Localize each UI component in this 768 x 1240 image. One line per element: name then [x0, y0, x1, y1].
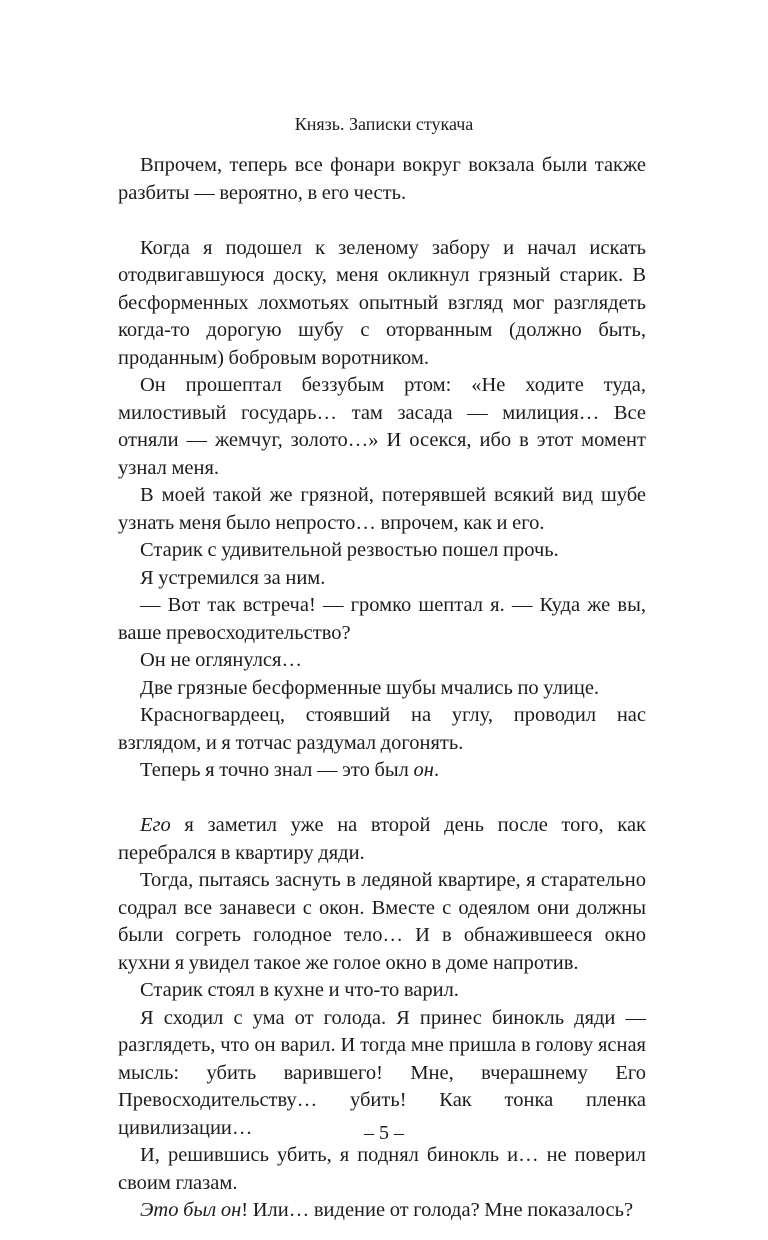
paragraph-text: Впрочем, теперь все фонари вокруг вокзала были также разбиты — вероятно, в его честь.: [118, 154, 646, 204]
paragraph: [118, 812, 646, 867]
paragraph-text: Старик стоял в кухне и что-то варил.: [140, 979, 459, 1001]
page-number: – 5 –: [364, 1122, 404, 1144]
paragraph-text: Старик с удивительной резвостью пошел прочь.: [140, 539, 559, 561]
paragraph-text: Красногвардеец, стоявший на углу, проводил нас взглядом, и я тотчас раздумал догонять.: [118, 704, 646, 754]
paragraph: [118, 757, 646, 785]
paragraph-text: Он прошептал беззубым ртом: «Не ходите туда, милостивый государь… там засада — милиция… Все отняли — жемчуг, золото…» И осекся, ибо в этот момент узнал меня.: [118, 374, 646, 479]
paragraph: [118, 675, 646, 703]
paragraph-text: Теперь я точно знал — это был: [140, 759, 414, 781]
emphasis-text: Его: [140, 814, 171, 836]
paragraph-text: ! Или… видение от голода? Мне показалось?: [241, 1199, 634, 1221]
paragraph: [118, 565, 646, 593]
paragraph-text: Я сходил с ума от голода. Я принес бинокль дяди — разглядеть, что он варил. И тогда мне пришла в голову ясная мысль: убить варившего! Мне, вчерашнему Его Превосходительству… убить! Как тонка пленка цивилизации…: [118, 1006, 646, 1139]
paragraph: [118, 372, 646, 482]
emphasis-text: Это был он: [140, 1199, 242, 1221]
paragraph: [118, 235, 646, 373]
paragraph: [118, 537, 646, 565]
section-break: [118, 785, 646, 813]
paragraph: [118, 1142, 646, 1197]
paragraph: [118, 977, 646, 1005]
paragraph-text: я заметил уже на второй день после того, как перебрался в квартиру дяди.: [118, 814, 646, 864]
paragraph-text: — Вот так встреча! — громко шептал я. — Куда же вы, ваше превосходительство?: [118, 594, 646, 644]
paragraph-text: Когда я подошел к зеленому забору и начал искать отодвигавшуюся доску, меня окликнул грязный старик. В бесформенных лохмотьях опытный взгляд мог разглядеть когда-то дорогую шубу с оторванным (должно быть, проданным) бобровым воротником.: [118, 236, 646, 369]
emphasis-text: он: [413, 759, 434, 781]
section-break: [118, 207, 646, 235]
paragraph-text: Две грязные бесформенные шубы мчались по улице.: [140, 676, 600, 699]
paragraph-text: Я устремился за ним.: [140, 566, 326, 589]
paragraph: [118, 1197, 646, 1225]
running-head: Князь. Записки стукача: [294, 114, 474, 134]
paragraph: [118, 592, 646, 647]
paragraph: [118, 482, 646, 537]
paragraph: [118, 152, 646, 207]
body-text: [118, 152, 646, 1225]
paragraph-text: Он не оглянулся…: [140, 649, 302, 671]
paragraph-text: .: [433, 759, 440, 781]
paragraph-text: Тогда, пытаясь заснуть в ледяной квартире, я старательно содрал все занавеси с окон. Вместе с одеялом они должны были согреть голодное тело… И в обнажившееся окно кухни я увидел такое же голое окно в доме напротив.: [118, 869, 646, 974]
paragraph: [118, 647, 646, 675]
paragraph: [118, 867, 646, 977]
paragraph: [118, 702, 646, 757]
paragraph-text: И, решившись убить, я поднял бинокль и… не поверил своим глазам.: [118, 1144, 646, 1194]
paragraph-text: В моей такой же грязной, потерявшей всякий вид шубе узнать меня было непросто… впрочем, как и его.: [118, 484, 646, 534]
